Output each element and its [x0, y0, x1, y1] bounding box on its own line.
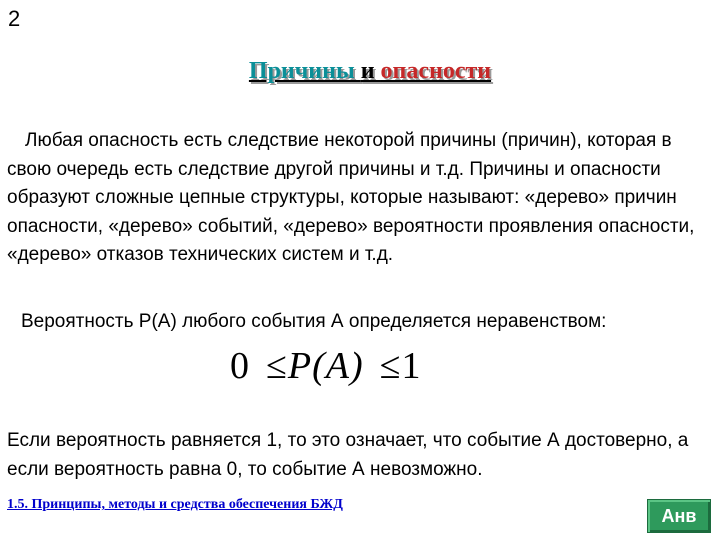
formula-le-sign-1: ≤ [266, 345, 288, 387]
anv-button[interactable]: Анв [647, 499, 711, 533]
section-link[interactable]: 1.5. Принципы, методы и средства обеспечения БЖД [7, 497, 343, 512]
formula-probability-expr: P(A) [287, 345, 364, 387]
paragraph-certain-impossible: Если вероятность равняется 1, то это означает, что событие А достоверно, а если вероятность равна 0, то событие А невозможно. [7, 430, 689, 480]
probability-inequality [230, 344, 421, 388]
slide-number: 2 [8, 6, 21, 31]
title-word-and: и [360, 58, 381, 84]
formula-left-bound: 0 [230, 345, 250, 387]
paragraph-probability-definition: Вероятность Р(А) любого события А определяется неравенством: [21, 311, 607, 332]
title-word-dangers: опасности [380, 58, 492, 84]
paragraph-causes-and-dangers: Любая опасность есть следствие некоторой причины (причин), которая в свою очередь есть следствие другой причины и т.д. Причины и опасности образуют сложные цепные структуры, которые называют: «дерево» причин опасности, «дерево» событий, «дерево» вероятности проявления опасности, «дерево» отказов технических систем и т.д. [7, 130, 695, 265]
formula-right-bound: 1 [401, 345, 422, 387]
slide-title [0, 58, 720, 85]
formula-le-sign-2: ≤ [379, 345, 402, 387]
title-word-causes: Причины [248, 58, 361, 84]
